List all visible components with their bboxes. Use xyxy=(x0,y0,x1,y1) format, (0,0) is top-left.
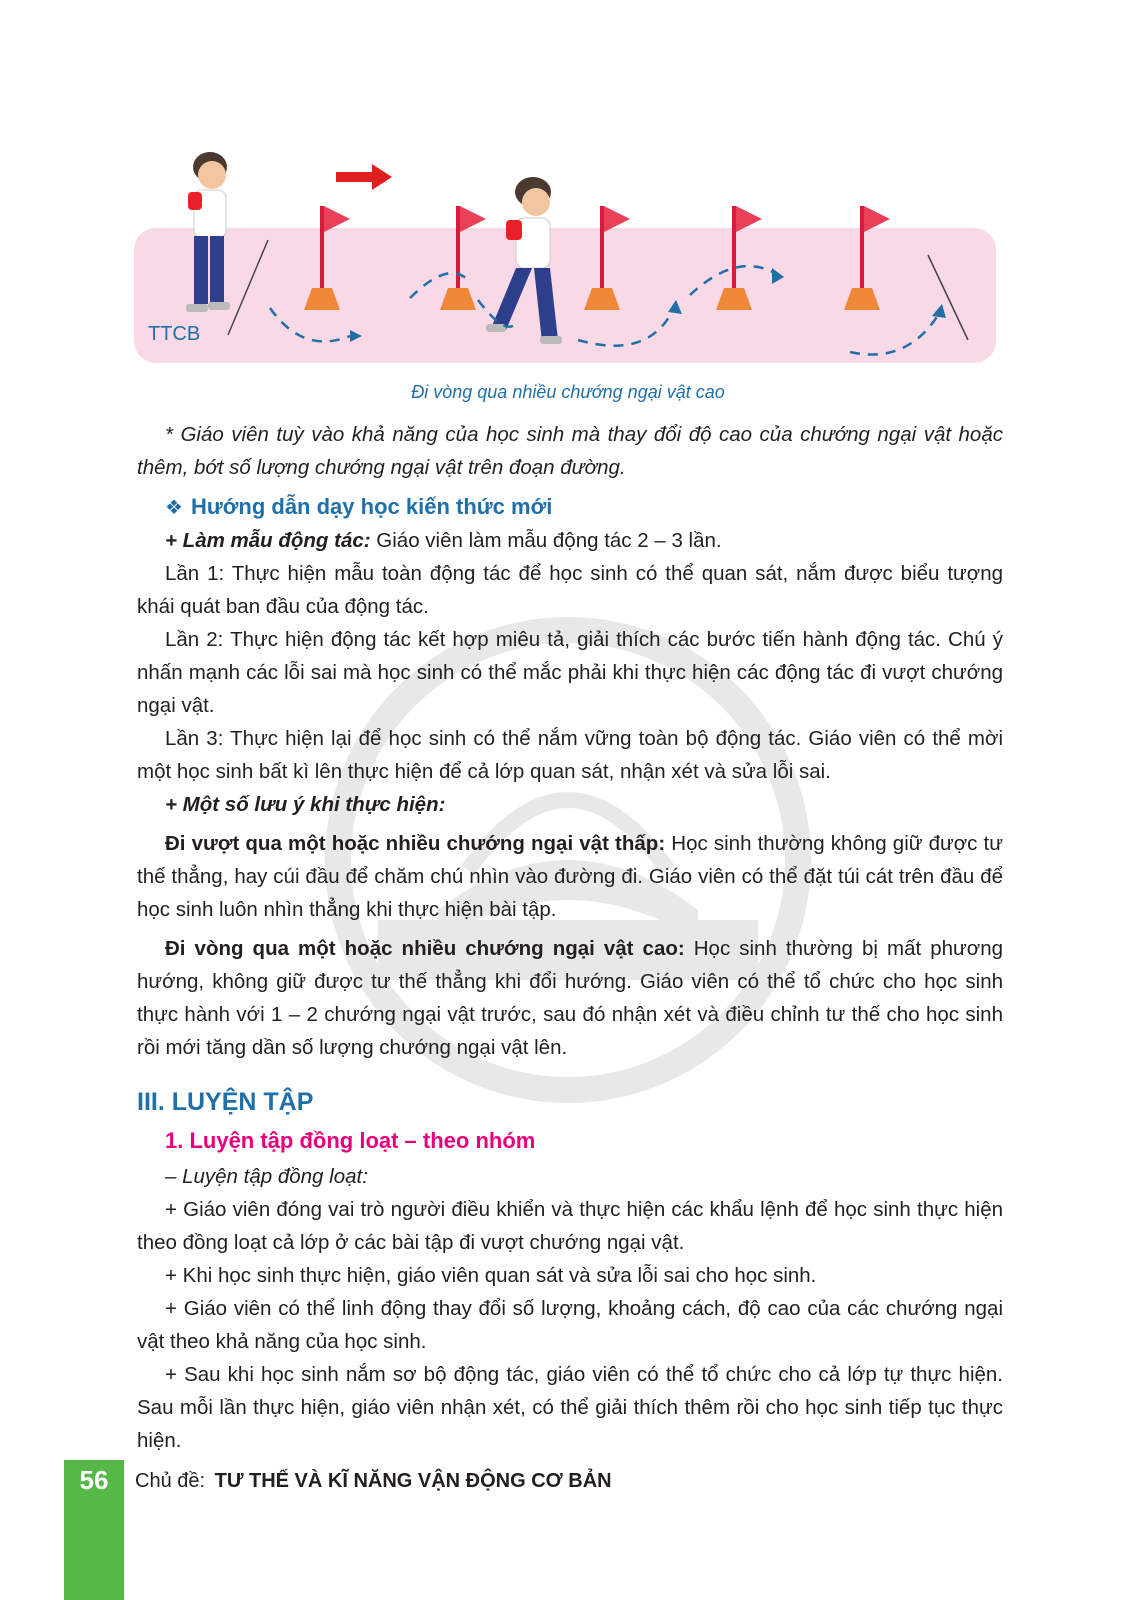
high-obstacle-text: Học sinh thường bị mất phương hướng, không giữ được tư thế thẳng khi đổi hướng. Giáo viên có thể tổ chức cho học sinh thực hành với 1 – 2 chướng ngại vật trước, sau đó nhận xét và điều chỉnh tư thế cho học sinh rồi mới tăng dần số lượng chướng ngại vật lên. xyxy=(137,937,1003,1059)
section-title-text: Hướng dẫn dạy học kiến thức mới xyxy=(190,494,553,519)
obstacle-course-illustration xyxy=(128,140,1028,390)
notes-label: + Một số lưu ý khi thực hiện: xyxy=(165,793,446,816)
step-3: Lần 3: Thực hiện lại để học sinh có thể nắm vững toàn bộ động tác. Giáo viên có thể mời một học sinh bất kì lên thực hiện để cả lớp quan sát, nhận xét và sửa lỗi sai. xyxy=(137,727,1003,783)
step-1: Lần 1: Thực hiện mẫu toàn động tác để học sinh có thể quan sát, nắm được biểu tượng khái quát ban đầu của động tác. xyxy=(137,562,1003,618)
practice-subheading: 1. Luyện tập đồng loạt – theo nhóm xyxy=(165,1128,536,1153)
practice-item: + Sau khi học sinh nắm sơ bộ động tác, giáo viên có thể tổ chức cho cả lớp tự thực hiện. Sau mỗi lần thực hiện, giáo viên nhận xét, có thể giải thích thêm rồi cho học sinh tiếp tục thực hiện. xyxy=(137,1363,1003,1452)
direction-arrow-icon xyxy=(336,164,392,190)
diamond-bullet-icon: ❖ xyxy=(165,496,183,519)
low-obstacle-text: Học sinh thường không giữ được tư thế thẳng, hay cúi đầu để chăm chú nhìn vào đường đi. Giáo viên có thể đặt túi cát trên đầu để học sinh luôn nhìn thẳng khi thực hiện bài tập. xyxy=(137,832,1003,921)
page-number: 56 xyxy=(79,1465,109,1495)
high-obstacle-paragraph xyxy=(137,932,1003,1064)
demo-paragraph xyxy=(137,524,1003,557)
footer-topic-prefix: Chủ đề: xyxy=(135,1470,206,1492)
low-obstacle-paragraph xyxy=(137,827,1003,926)
practice-item: + Khi học sinh thực hiện, giáo viên quan sát và sửa lỗi sai cho học sinh. xyxy=(165,1264,817,1287)
high-obstacle-label: Đi vòng qua một hoặc nhiều chướng ngại vật cao: xyxy=(165,937,685,960)
section-title xyxy=(165,494,1003,520)
start-label: TTCB xyxy=(148,323,201,345)
footer-topic xyxy=(135,1470,612,1493)
practice-item: + Giáo viên có thể linh động thay đổi số lượng, khoảng cách, độ cao của các chướng ngại vật theo khả năng của học sinh. xyxy=(137,1297,1003,1353)
figure-caption: Đi vòng qua nhiều chướng ngại vật cao xyxy=(411,382,725,402)
practice-item: + Giáo viên đóng vai trò người điều khiển và thực hiện các khẩu lệnh để học sinh thực hiện theo đồng loạt cả lớp ở các bài tập đi vượt chướng ngại vật. xyxy=(137,1198,1003,1254)
footer-topic-title: TƯ THẾ VÀ KĨ NĂNG VẬN ĐỘNG CƠ BẢN xyxy=(214,1470,612,1492)
demo-text: Giáo viên làm mẫu động tác 2 – 3 lần. xyxy=(370,529,722,552)
low-obstacle-label: Đi vượt qua một hoặc nhiều chướng ngại vật thấp: xyxy=(165,832,666,855)
step-2: Lần 2: Thực hiện động tác kết hợp miêu tả, giải thích các bước tiến hành động tác. Chú ý nhấn mạnh các lỗi sai mà học sinh có thể mắc phải khi thực hiện các động tác đi vượt chướng ngại vật. xyxy=(137,628,1003,717)
practice-intro: – Luyện tập đồng loạt: xyxy=(165,1165,368,1188)
demo-label: + Làm mẫu động tác: xyxy=(165,529,371,552)
practice-heading: III. LUYỆN TẬP xyxy=(137,1088,314,1116)
main-content xyxy=(137,418,1003,1457)
teacher-note: * Giáo viên tuỳ vào khả năng của học sinh mà thay đổi độ cao của chướng ngại vật hoặc thêm, bớt số lượng chướng ngại vật trên đoạn đường. xyxy=(137,423,1003,479)
